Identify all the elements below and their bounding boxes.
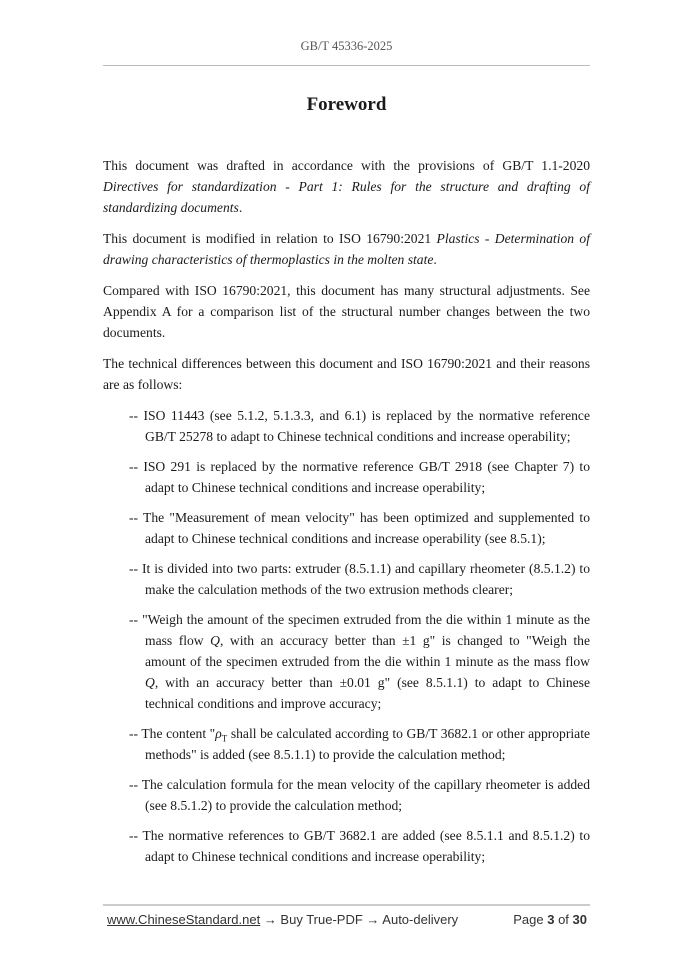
subscript: T [221, 733, 228, 744]
list-item: -- It is divided into two parts: extruder (8.5.1.1) and capillary rheometer (8.5.1.2) to make the calculation methods of the two extrusion methods clearer; [129, 561, 590, 597]
header-rule [103, 65, 590, 66]
of-label: of [558, 912, 569, 927]
footer-rule [103, 904, 590, 906]
list-item: -- ISO 291 is replaced by the normative reference GB/T 2918 (see Chapter 7) to adapt to Chinese technical conditions and increase operability; [129, 459, 590, 495]
paragraph-modified [103, 228, 590, 270]
italic-title: Plastics - Determination of drawing characteristics of thermoplastics in the molten state [103, 231, 590, 267]
footer [107, 911, 587, 929]
symbol: Q [210, 633, 220, 648]
symbol: ρ [215, 726, 222, 741]
paragraph-drafting [103, 155, 590, 218]
text: shall be calculated according to GB/T 3682.1 or other appropriate methods" is added (see 8.5.1.1) to provide the calculation method; [145, 726, 591, 762]
paragraph-structural: Compared with ISO 16790:2021, this document has many structural adjustments. See Appendix A for a comparison list of the structural number changes between the two documents. [103, 283, 590, 340]
text: . [433, 252, 437, 267]
paragraph-differences: The technical differences between this document and ISO 16790:2021 and their reasons are as follows: [103, 356, 590, 392]
document-body [103, 155, 590, 876]
list-item: -- The calculation formula for the mean velocity of the capillary rheometer is added (see 8.5.1.2) to provide the calculation method; [129, 777, 590, 813]
running-header: GB/T 45336-2025 [300, 39, 393, 53]
text: . [238, 200, 243, 215]
page-title: Foreword [306, 94, 387, 115]
list-item [129, 723, 590, 765]
footer-promo [107, 911, 458, 929]
page-number [513, 911, 587, 929]
text: This document is modified in relation to ISO 16790:2021 [103, 231, 437, 246]
list-item: -- ISO 11443 (see 5.1.2, 5.1.3.3, and 6.1) is replaced by the normative reference GB/T 25278 to adapt to Chinese technical conditions and increase operability; [129, 408, 590, 444]
symbol: Q [145, 675, 155, 690]
list-item: -- The "Measurement of mean velocity" has been optimized and supplemented to adapt to Chinese technical conditions and increase operability (see 8.5.1); [129, 510, 590, 546]
website-link[interactable]: www.ChineseStandard.net [107, 912, 261, 927]
text: -- "Weigh the amount of the specimen extruded from the die within 1 minute as the mass flow [129, 612, 590, 648]
list-item [129, 609, 590, 714]
text: , with an accuracy better than ±1 g" is changed to "Weigh the amount of the specimen extruded from the die within 1 minute as the mass flow [145, 633, 590, 669]
page-label: Page [513, 912, 544, 927]
text: This document was drafted in accordance with the provisions of GB/T 1.1-2020 [103, 158, 590, 173]
current-page: 3 [547, 912, 555, 927]
list-item: -- The normative references to GB/T 3682.1 are added (see 8.5.1.1 and 8.5.1.2) to adapt to Chinese technical conditions and increase operability; [129, 828, 590, 864]
total-pages: 30 [572, 912, 587, 927]
text: , with an accuracy better than ±0.01 g" (see 8.5.1.1) to adapt to Chinese technical conditions and improve accuracy; [145, 675, 590, 711]
text: -- The content " [129, 726, 216, 741]
italic-title: Directives for standardization - Part 1: Rules for the structure and drafting of standardizing documents [103, 179, 590, 215]
promo-text: → Buy True-PDF → Auto-delivery [260, 912, 459, 927]
